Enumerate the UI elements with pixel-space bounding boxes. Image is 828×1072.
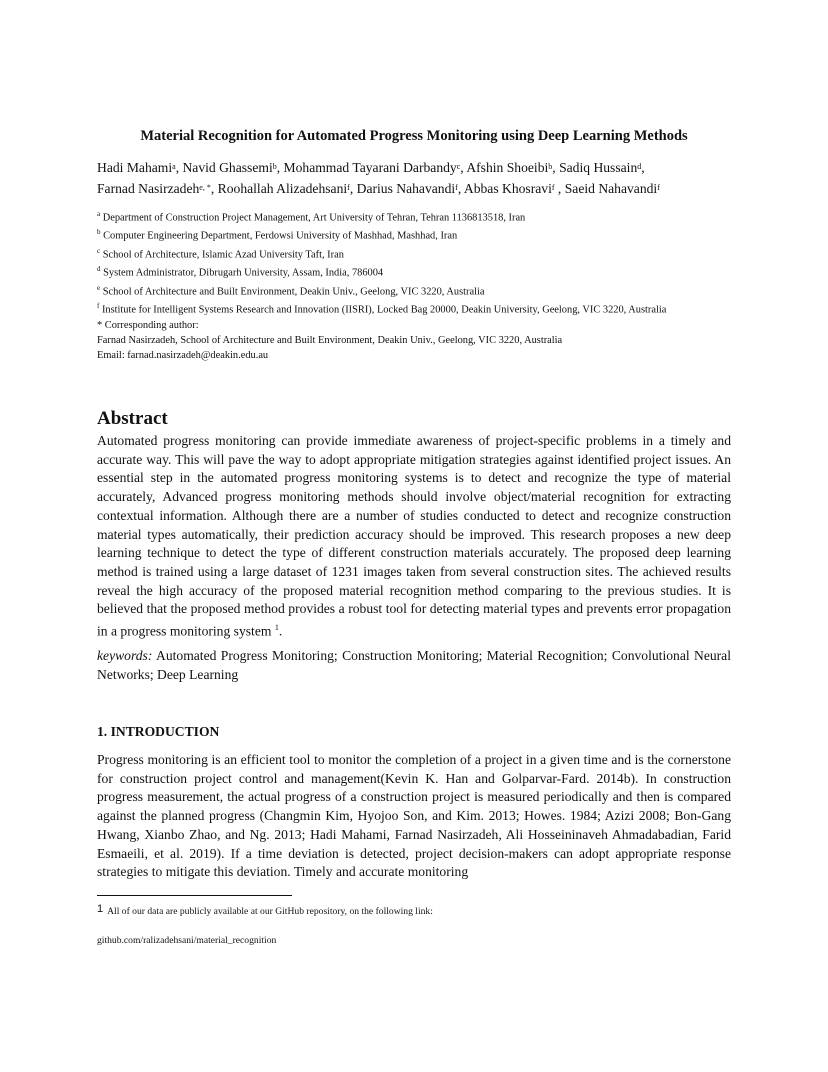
corresponding-email[interactable]: Email: farnad.nasirzadeh@deakin.edu.au	[97, 349, 269, 361]
author: Darius Nahavandi$^f$,	[356, 181, 464, 196]
author: Sadiq Hussain$^d$,	[559, 160, 645, 175]
footnote-divider	[97, 895, 292, 896]
footnote-text: All of our data are publicly available at our GitHub repository, on the following link:	[107, 906, 433, 917]
corresponding-label: * Corresponding author:	[97, 319, 199, 331]
author: Hadi Mahami$^a$,	[97, 160, 183, 175]
github-link[interactable]: github.com/ralizadehsani/material_recognition	[97, 935, 277, 946]
author: Roohallah Alizadehsani$^f$,	[217, 181, 357, 196]
paper-title: Material Recognition for Automated Progress Monitoring using Deep Learning Methods	[140, 128, 688, 144]
affiliation: $^f$ Institute for Intelligent Systems Research and Innovation (IISRI), Locked Bag 20000, Deakin University, Geelong, VIC 3220, Australia	[97, 302, 667, 316]
keywords-label: keywords:	[97, 648, 153, 663]
corresponding-author: Farnad Nasirzadeh, School of Architecture and Built Environment, Deakin Univ., Geelong, VIC 3220, Australia	[97, 334, 563, 346]
affiliation: $^b$ Computer Engineering Department, Ferdowsi University of Mashhad, Mashhad, Iran	[97, 228, 458, 242]
footnote-mark: 1	[97, 903, 104, 915]
affiliation-list	[97, 207, 737, 363]
abstract-heading: Abstract	[97, 408, 168, 429]
author: Abbas Khosravi$^f$ ,	[463, 181, 565, 196]
affiliation: $^d$ System Administrator, Dibrugarh University, Assam, India, 786004	[97, 265, 384, 279]
introduction-heading: 1. INTRODUCTION	[97, 724, 220, 739]
author: Afshin Shoeibi$^b$,	[466, 160, 560, 175]
introduction-text: Progress monitoring is an efficient tool to monitor the completion of a project in a given time and is the cornerstone for construction project control and management(Kevin K. Han and Golparvar-Fard. 2014b). In construction progress measurement, the actual progress of a construction project is measured periodically and then is compared against the planned progress (Changmin Kim, Hyojoo Son, and Kim. 2013; Howes. 1984; Azizi 2008; Bon-Gang Hwang, Xianbo Zhao, and Ng. 2013; Hadi Mahami, Farnad Nasirzadeh, Ali Hosseininaveh Ahmadabadian, Farid Esmaeili, et al. 2019). If a time deviation is detected, project decision-makers can adopt appropriate response strategies to mitigate this deviation. Timely and accurate monitoring	[97, 752, 731, 880]
footnote	[97, 903, 737, 918]
footnote-ref[interactable]: 1	[274, 623, 279, 633]
affiliation: $^c$ School of Architecture, Islamic Azad University Taft, Iran	[97, 246, 344, 261]
affiliation: $^a$ Department of Construction Project Management, Art University of Tehran, Tehran 1136813518, Iran	[97, 210, 526, 224]
author-list	[97, 157, 737, 199]
affiliation: $^e$ School of Architecture and Built Environment, Deakin Univ., Geelong, VIC 3220, Australia	[97, 283, 485, 298]
author: Mohammad Tayarani Darbandy$^c$,	[283, 160, 467, 175]
author: Navid Ghassemi$^b$,	[182, 160, 284, 175]
author: Farnad Nasirzadeh$^{e, *}$,	[97, 181, 218, 196]
keywords-text: Automated Progress Monitoring; Construction Monitoring; Material Recognition; Convolutional Neural Networks; Deep Learning	[97, 648, 731, 682]
keywords	[97, 647, 731, 684]
abstract-text: Automated progress monitoring can provide immediate awareness of project-specific problems in a timely and accurate way. This will pave the way to adopt appropriate mitigation strategies against identified project issues. An essential step in the automated progress monitoring systems is to detect and recognize the type of material accurately, Advanced progress monitoring methods should involve object/material recognition for extracting contextual information. Although there are a number of studies conducted to detect and recognize construction material types automatically, their prediction accuracy should be improved. This research proposes a new deep learning technique to detect the type of different construction materials accurately. The proposed deep learning method is trained using a large dataset of 1231 images taken from several construction sites. The achieved results reveal the high accuracy of the proposed material recognition method comparing to the previous studies. It is believed that the proposed method provides a robust tool for detecting material types and prevents error propagation in a progress monitoring system $^1$.	[97, 433, 731, 639]
author: Saeid Nahavandi$^f$	[564, 181, 660, 196]
